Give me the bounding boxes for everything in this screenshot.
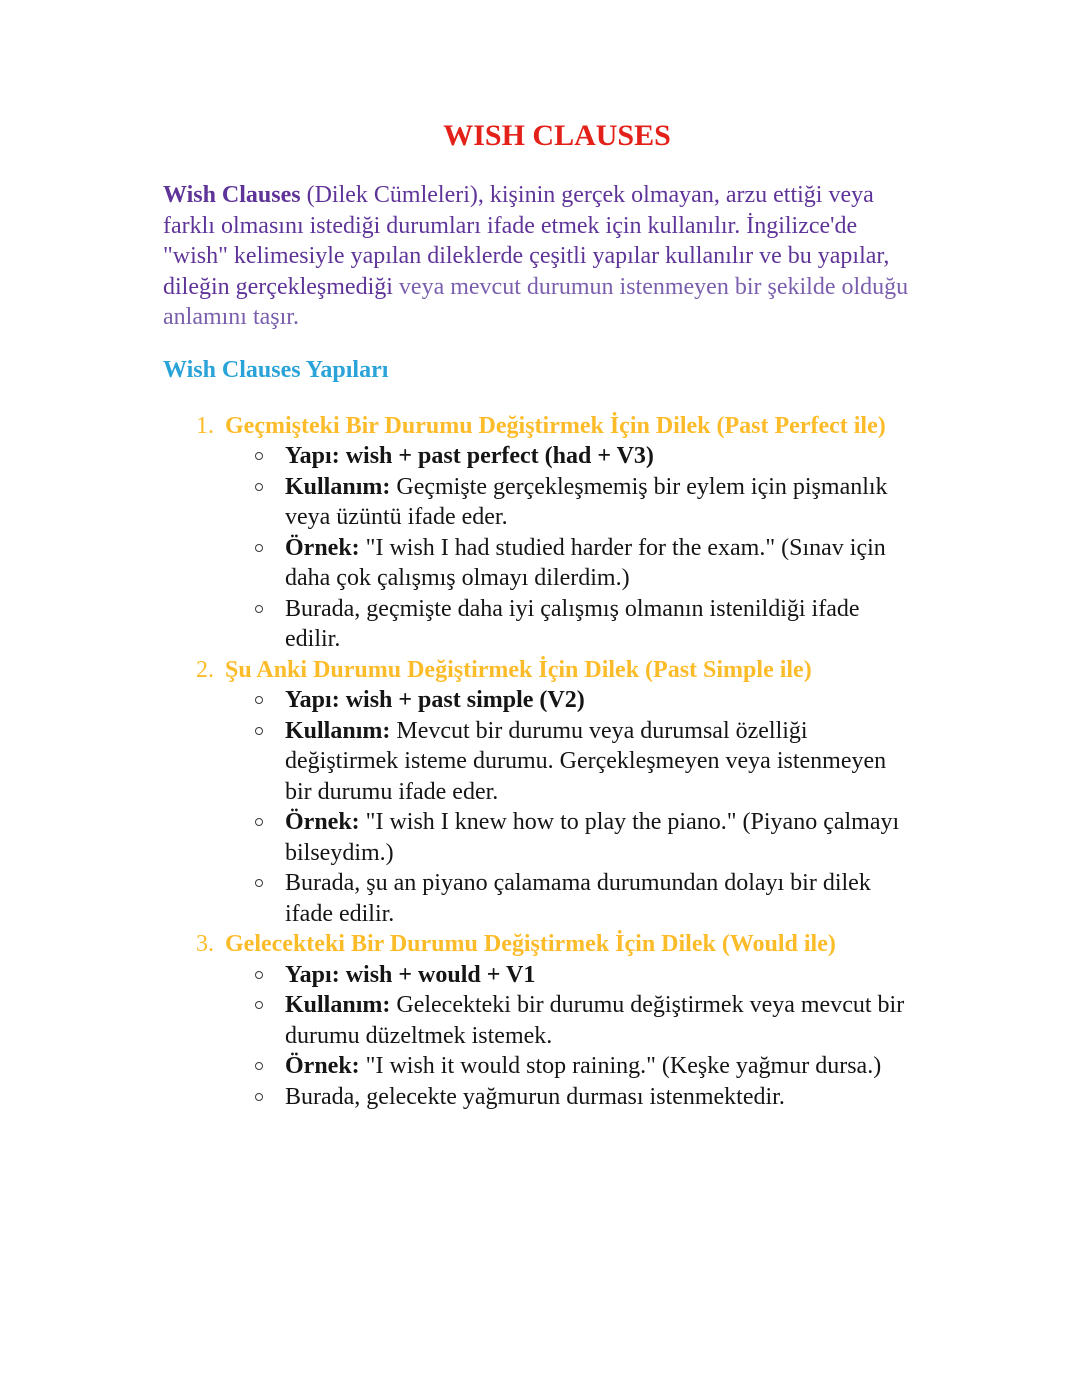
bullet-kullanim <box>163 716 915 808</box>
item-number: 1. <box>196 412 214 439</box>
intro-main: (Dilek Cümleleri), kişinin gerçek olmayan, arzu ettiği veya farklı olmasını istediği durumları ifade etmek için kullanılır. İngilizce'de "wish" kelimesiyle yapılan dileklerde çeşitli yapılar kullanılır ve bu yapılar, dileğin gerçekleşmediği <box>163 182 890 300</box>
item-heading: Gelecekteki Bir Durumu Değiştirmek İçin Dilek (Would ile) <box>225 931 836 957</box>
item-number: 2. <box>196 656 214 683</box>
bullet-text: Geçmişte gerçekleşmemiş bir eylem için pişmanlık veya üzüntü ifade eder. <box>285 473 888 530</box>
bullet-label: Örnek: <box>285 534 360 561</box>
bullet-label: Yapı: <box>285 961 340 988</box>
bullet-text: "I wish it would stop raining." (Keşke yağmur dursa.) <box>359 1053 882 1079</box>
bullet-yapi <box>163 960 915 991</box>
bullet-circle-icon <box>255 544 263 552</box>
bullet-label: Kullanım: <box>285 992 391 1018</box>
bullet-label: Kullanım: <box>285 473 391 500</box>
bullet-circle-icon <box>255 1062 263 1070</box>
bullet-kullanim <box>163 472 915 533</box>
bullet-circle-icon <box>255 879 263 887</box>
item-heading: Geçmişteki Bir Durumu Değiştirmek İçin Dilek (Past Perfect ile) <box>225 412 886 439</box>
bullet-yapi <box>163 685 915 716</box>
intro-paragraph <box>163 180 915 333</box>
bullet-circle-icon <box>255 971 263 979</box>
bullet-circle-icon <box>255 1093 263 1101</box>
bullet-ornek <box>163 1051 915 1082</box>
bullet-text: "I wish I had studied harder for the exam." (Sınav için daha çok çalışmış olmayı dilerdim.) <box>285 534 886 591</box>
bullet-burada <box>163 1082 915 1113</box>
bullet-text: "I wish I knew how to play the piano." (Piyano çalmayı bilseydim.) <box>285 809 900 866</box>
bullet-circle-icon <box>255 483 263 491</box>
page-title: WISH CLAUSES <box>443 119 671 152</box>
bullet-circle-icon <box>255 818 263 826</box>
intro-tail: veya mevcut durumun istenmeyen bir şekilde olduğu anlamını taşır. <box>163 273 909 330</box>
bullet-circle-icon <box>255 696 263 704</box>
intro-lead: Wish Clauses <box>163 182 301 208</box>
bullet-label: Örnek: <box>285 809 360 835</box>
list-item-past-simple <box>163 655 915 686</box>
item-number: 3. <box>196 931 214 957</box>
bullet-text: Burada, şu an piyano çalamama durumundan dolayı bir dilek ifade edilir. <box>285 870 871 927</box>
bullet-label: Örnek: <box>285 1053 360 1079</box>
bullet-text: wish + past perfect (had + V3) <box>339 443 654 469</box>
bullet-yapi <box>163 441 915 472</box>
bullet-text: Burada, geçmişte daha iyi çalışmış olmanın istenildiği ifade edilir. <box>285 595 860 652</box>
bullet-circle-icon <box>255 605 263 613</box>
bullet-circle-icon <box>255 727 263 735</box>
bullet-text: wish + would + V1 <box>339 961 536 988</box>
bullet-label: Kullanım: <box>285 717 391 744</box>
bullet-burada <box>163 594 915 655</box>
bullet-circle-icon <box>255 452 263 460</box>
bullet-text: Burada, gelecekte yağmurun durması istenmektedir. <box>285 1083 785 1110</box>
bullet-ornek <box>163 807 915 868</box>
bullet-burada <box>163 868 915 929</box>
bullet-text: Gelecekteki bir durumu değiştirmek veya mevcut bir durumu düzeltmek istemek. <box>285 992 905 1049</box>
bullet-circle-icon <box>255 1001 263 1009</box>
document-content <box>163 0 915 1112</box>
bullet-kullanim <box>163 990 915 1051</box>
list-item-would <box>163 929 915 960</box>
bullet-ornek <box>163 533 915 594</box>
section-heading: Wish Clauses Yapıları <box>163 356 389 383</box>
item-heading: Şu Anki Durumu Değiştirmek İçin Dilek (Past Simple ile) <box>225 656 812 683</box>
bullet-text: wish + past simple (V2) <box>339 687 585 713</box>
wish-structures-list <box>163 411 915 1113</box>
bullet-label: Yapı: <box>285 687 340 713</box>
list-item-past-perfect <box>163 411 915 442</box>
bullet-label: Yapı: <box>285 443 340 469</box>
bullet-text: Mevcut bir durumu veya durumsal özelliği değiştirmek isteme durumu. Gerçekleşmeyen veya istenmeyen bir durumu ifade eder. <box>285 717 887 805</box>
